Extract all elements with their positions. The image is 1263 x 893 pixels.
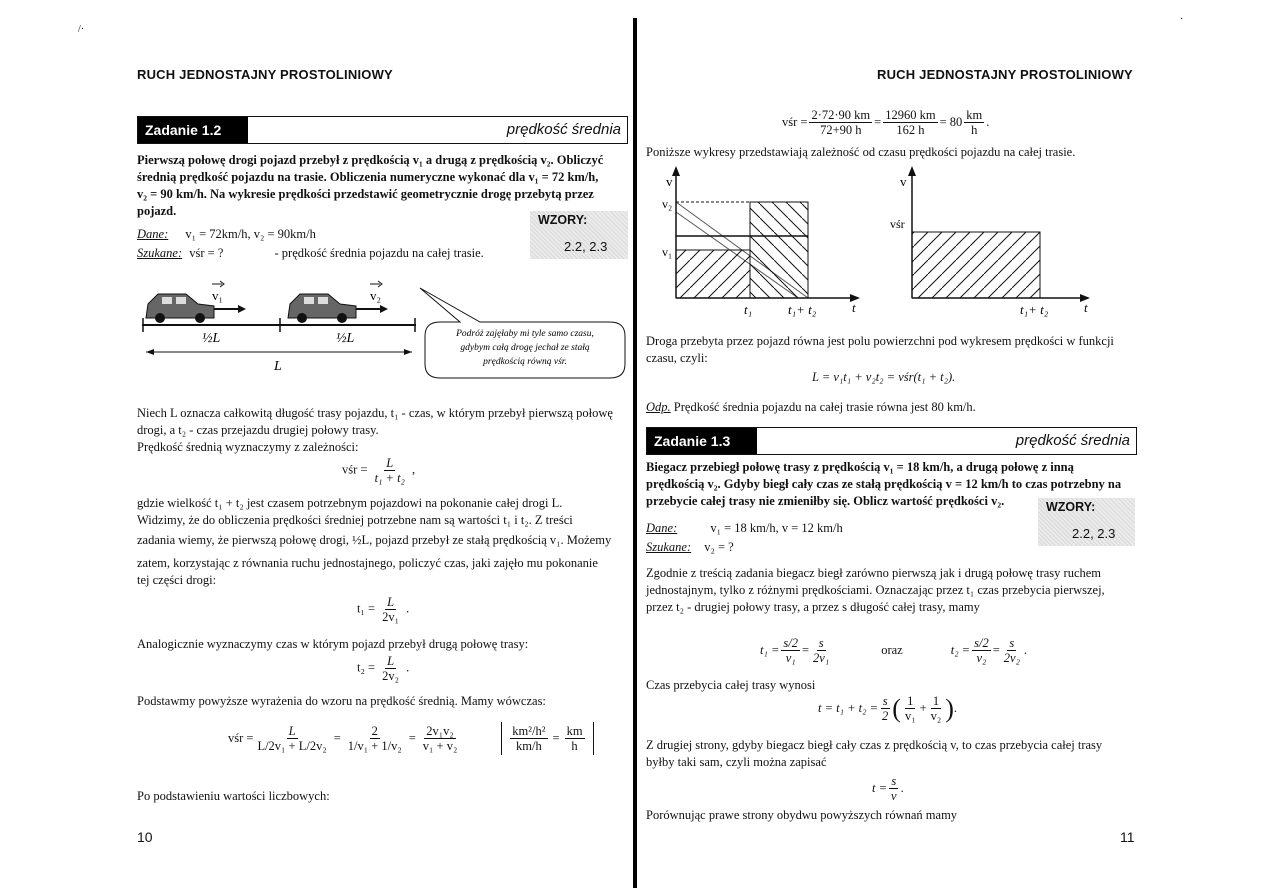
v1-label-graph: v₁: [662, 245, 673, 259]
velocity-graphs: [648, 162, 1108, 322]
dane-2: Dane: v₁ = 18 km/h, v = 12 km/h: [646, 521, 843, 535]
left-running-header: RUCH JEDNOSTAJNY PROSTOLINIOWY: [137, 67, 393, 82]
page-number-left: 10: [137, 829, 153, 845]
text-4: Podstawmy powyższe wyrażenia do wzoru na prędkość średnią. Mamy wówczas:: [137, 694, 546, 708]
wzory-box-2: WZORY: 2.2, 2.3: [1038, 498, 1135, 546]
task-1-2-bar: [137, 116, 628, 144]
t-label-right: t: [1084, 300, 1088, 315]
v2-label: v₂: [370, 288, 382, 303]
page-number-right: 11: [1120, 829, 1135, 845]
eq-t: t = t₁ + t₂ = $\frac{s}{2}$ ( $\frac{1}{\text{v₁}}$ + $\frac{1}{\text{v₂}}$ ) .: [818, 693, 958, 723]
right-text-2: Droga przebyta przez pojazd równa jest polu powierzchni pod wykresem prędkości w funkcji czasu, czyli:: [646, 334, 1114, 365]
task-topic: prędkość średnia: [506, 121, 621, 138]
right-running-header: RUCH JEDNOSTAJNY PROSTOLINIOWY: [877, 67, 1133, 82]
right-text-4: Czas przebycia całej trasy wynosi: [646, 678, 816, 692]
car-icon-2: [288, 294, 356, 323]
eq-tv: t = $\frac{s}{v}$ .: [872, 774, 904, 803]
unit-check: $\frac{\text{km²/h²}}{km/h}$ = $\frac{km}{h}$: [501, 722, 593, 755]
half-l-1: ½L: [202, 331, 221, 346]
task-label: Zadanie 1.2: [138, 117, 248, 143]
right-text-6: Porównując prawe strony obydwu powyższych równań mamy: [646, 808, 958, 822]
v1-label: v₁: [212, 288, 224, 303]
text-3: Analogicznie wyznaczymy czas w którym pojazd przebył drugą połowę trasy:: [137, 637, 529, 651]
task-topic-2: prędkość średnia: [1015, 432, 1130, 449]
area-vsr: [912, 232, 1040, 298]
t1-label: t₁: [744, 302, 753, 317]
task-label-2: Zadanie 1.3: [647, 428, 757, 454]
right-text-3: Zgodnie z treścią zadania biegacz biegł zarówno pierwszą jak i drugą połowę trasy ruchem jednostajnym, tylko z różnymi prędkościami. Oznaczając przez t₁ czas przebycia pierwszej, przez t₂ - drugiej połowy trasy, a przez s długość całej trasy, mamy: [646, 566, 1105, 614]
svg-text:gdybym całą drogę jechał ze st: gdybym całą drogę jechał ze stałą: [460, 343, 590, 353]
task-1-3-bar: [646, 427, 1137, 455]
text-block-2: gdzie wielkość t₁ + t₂ jest czasem potrzebnym pojazdowi na pokonanie całej drogi L. Widzimy, że do obliczenia prędkości średniej potrzebne nam są wartości t₁ i t₂. Z treści zadania wiemy, że pierwszą połowę drogi, ½L, pojazd przebył ze stałą prędkością v₁. Możemy zatem, korzystając z równania ruchu jednostajnego, policzyć czas, jaki zajęło mu pokonanie tej części drogi:: [137, 496, 612, 587]
t-label-left: t: [852, 300, 856, 315]
problem-statement: Pierwszą połowę drogi pojazd przebył z prędkością v₁ a drugą z prędkością v₂. Obliczyć średnią prędkość pojazdu na trasie. Obliczenia numeryczne wykonać dla v₁ = 72 km/h, v₂ = 90 km/h. Na wykresie prędkości przedstawić geometrycznie drogę przebytą przez pojazd.: [137, 153, 604, 218]
vsr-label-graph: vśr: [890, 217, 905, 231]
eq-t2: t₂ = $\frac{L}{\text{2v₂}}$ .: [357, 654, 410, 683]
svg-text:Podróż zajęłaby mi tyle samo c: Podróż zajęłaby mi tyle samo czasu,: [456, 329, 594, 339]
szukane: Szukane: vśr = ? - prędkość średnia pojazdu na całej trasie.: [137, 246, 484, 260]
eq-t12: t₁ = $\frac{s/2}{\text{v₁}}$ = $\frac{s}{\text{2v₁}}$ oraz t₂ = $\frac{s/2}{\text{v₂}}$ = $\frac{s}{\text{2v₂}}$ .: [760, 636, 1028, 665]
area-v1: [676, 250, 750, 298]
corner-mark-right: ·: [1180, 14, 1184, 25]
wzory-box: WZORY: 2.2, 2.3: [530, 211, 628, 259]
eq-L: L = v₁t₁ + v₂t₂ = vśr(t₁ + t₂).: [812, 370, 956, 384]
total-l: L: [274, 359, 282, 374]
right-text-1: Poniższe wykresy przedstawiają zależność od czasu prędkości pojazdu na całej trasie.: [646, 145, 1076, 159]
v-label-right: v: [900, 174, 907, 189]
v-label-left: v: [666, 174, 673, 189]
half-l-2: ½L: [336, 331, 355, 346]
area-v2: [750, 202, 808, 298]
car-figure: [140, 276, 630, 386]
svg-text:prędkością równą vśr.: prędkością równą vśr.: [483, 357, 567, 367]
odp: Odp. Prędkość średnia pojazdu na całej trasie równa jest 80 km/h.: [646, 400, 976, 414]
t1t2-label-right: t₁+ t₂: [1020, 302, 1049, 317]
v2-label-graph: v₂: [662, 197, 673, 211]
book-spine: [633, 18, 637, 888]
szukane-2: Szukane: v₂ = ?: [646, 540, 734, 554]
t1t2-label-left: t₁+ t₂: [788, 302, 817, 317]
right-text-5: Z drugiej strony, gdyby biegacz biegł cały czas z prędkością v, to czas przebycia całej trasy byłby taki sam, czyli można zapisać: [646, 738, 1103, 769]
problem-statement-2: Biegacz przebiegł połowę trasy z prędkością v₁ = 18 km/h, a drugą połowę z inną prędkością v₂. Gdyby biegł cały czas ze stałą prędkością v = 12 km/h to czas potrzebny na przebycie całej trasy nie zmieniłby się. Oblicz wartość prędkości v₂.: [646, 460, 1122, 508]
corner-mark: /·: [78, 24, 85, 35]
eq-numeric: vśr = $\frac{2\cdot 72\cdot 90 km}{72+90 h}$ = $\frac{12960 km}{162 h}$ = 80 $\frac{km}{h}$ .: [782, 108, 990, 137]
eq-big: vśr = $\frac{L}{\text{L/2v₁ + L/2v₂}}$ = $\frac{2}{\text{1/v₁ + 1/v₂}}$ = $\frac{\text{2v₁v₂}}{\text{v₁ + v₂}}$ $\frac{\text{km²/h²}}{km/h}$ = $\frac{km}{h}$: [228, 722, 594, 755]
eq-vsr: vśr = $\frac{L}{\text{t₁ + t₂}}$ ,: [342, 456, 416, 485]
text-5: Po podstawieniu wartości liczbowych:: [137, 789, 330, 803]
dane: Dane: v₁ = 72km/h, v₂ = 90km/h: [137, 227, 316, 241]
car-icon: [146, 294, 214, 323]
eq-t1: t₁ = $\frac{L}{\text{2v₁}}$ .: [357, 595, 410, 624]
text-block-1: Niech L oznacza całkowitą długość trasy pojazdu, t₁ - czas, w którym przebył pierwszą połowę drogi, a t₂ - czas przejazdu drugiej połowy trasy. Prędkość średnią wyznaczymy z zależności:: [137, 406, 613, 454]
